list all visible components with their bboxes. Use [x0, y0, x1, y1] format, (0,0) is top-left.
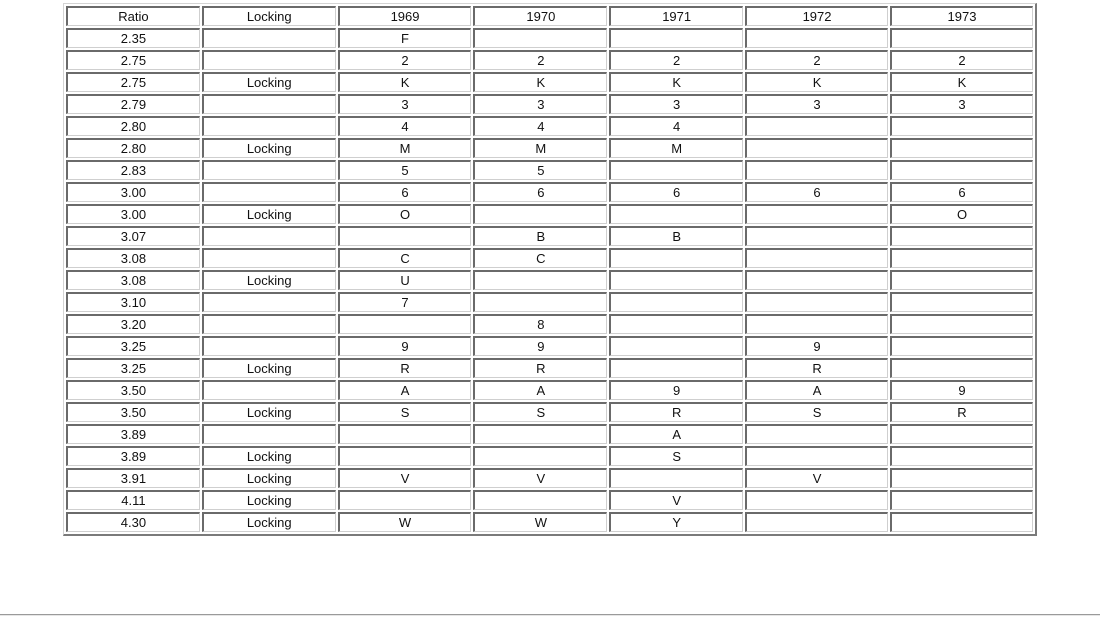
table-header-row	[66, 6, 1033, 26]
cell-year-1973	[890, 270, 1033, 290]
cell-year-1969	[338, 424, 472, 444]
cell-ratio: 3.08	[66, 270, 200, 290]
cell-year-1970: S	[473, 402, 607, 422]
cell-year-1973	[890, 160, 1033, 180]
cell-ratio: 3.08	[66, 248, 200, 268]
cell-year-1973	[890, 424, 1033, 444]
cell-locking	[202, 226, 336, 246]
table-row	[66, 116, 1033, 136]
cell-year-1969	[338, 226, 472, 246]
cell-ratio: 2.80	[66, 116, 200, 136]
cell-locking	[202, 380, 336, 400]
cell-year-1973: 2	[890, 50, 1033, 70]
column-header-year-1971: 1971	[609, 6, 743, 26]
cell-year-1969: V	[338, 468, 472, 488]
horizontal-rule	[0, 614, 1100, 616]
cell-year-1970: K	[473, 72, 607, 92]
cell-year-1970: A	[473, 380, 607, 400]
cell-year-1969: W	[338, 512, 472, 532]
cell-year-1973	[890, 336, 1033, 356]
cell-year-1971: Y	[609, 512, 743, 532]
cell-year-1972: R	[745, 358, 888, 378]
cell-year-1969: 4	[338, 116, 472, 136]
table-row	[66, 468, 1033, 488]
cell-locking	[202, 336, 336, 356]
cell-year-1971	[609, 358, 743, 378]
cell-ratio: 3.50	[66, 380, 200, 400]
cell-year-1969: R	[338, 358, 472, 378]
cell-year-1970: M	[473, 138, 607, 158]
cell-locking	[202, 94, 336, 114]
cell-locking: Locking	[202, 512, 336, 532]
cell-year-1969	[338, 446, 472, 466]
cell-year-1971: A	[609, 424, 743, 444]
cell-ratio: 3.25	[66, 358, 200, 378]
cell-year-1970: B	[473, 226, 607, 246]
cell-year-1972	[745, 292, 888, 312]
table-row	[66, 512, 1033, 532]
cell-year-1973	[890, 490, 1033, 510]
table-row	[66, 50, 1033, 70]
cell-year-1972	[745, 424, 888, 444]
cell-year-1971	[609, 160, 743, 180]
cell-year-1971: 3	[609, 94, 743, 114]
cell-ratio: 3.00	[66, 182, 200, 202]
cell-year-1972: 2	[745, 50, 888, 70]
cell-year-1971	[609, 336, 743, 356]
cell-year-1969: F	[338, 28, 472, 48]
cell-year-1973	[890, 512, 1033, 532]
cell-locking	[202, 248, 336, 268]
cell-year-1973: O	[890, 204, 1033, 224]
cell-year-1971: K	[609, 72, 743, 92]
cell-ratio: 3.20	[66, 314, 200, 334]
cell-year-1969: 6	[338, 182, 472, 202]
cell-year-1971: 4	[609, 116, 743, 136]
cell-year-1972	[745, 138, 888, 158]
cell-year-1971	[609, 248, 743, 268]
cell-year-1969: O	[338, 204, 472, 224]
table-row	[66, 446, 1033, 466]
cell-year-1973: 3	[890, 94, 1033, 114]
cell-year-1970: 5	[473, 160, 607, 180]
table-row	[66, 336, 1033, 356]
cell-year-1973	[890, 248, 1033, 268]
cell-year-1972: V	[745, 468, 888, 488]
cell-year-1970	[473, 292, 607, 312]
table-row	[66, 292, 1033, 312]
table-row	[66, 358, 1033, 378]
cell-year-1969	[338, 314, 472, 334]
cell-year-1973: K	[890, 72, 1033, 92]
cell-year-1973	[890, 226, 1033, 246]
cell-ratio: 3.25	[66, 336, 200, 356]
cell-year-1972: S	[745, 402, 888, 422]
table-body	[66, 6, 1033, 532]
cell-year-1972	[745, 248, 888, 268]
cell-year-1970	[473, 424, 607, 444]
column-header-year-1969: 1969	[338, 6, 472, 26]
axle-ratio-table	[63, 3, 1037, 536]
cell-year-1969: C	[338, 248, 472, 268]
cell-year-1971: V	[609, 490, 743, 510]
cell-locking: Locking	[202, 270, 336, 290]
cell-ratio: 4.11	[66, 490, 200, 510]
cell-year-1971: S	[609, 446, 743, 466]
cell-year-1970	[473, 446, 607, 466]
cell-year-1969: M	[338, 138, 472, 158]
cell-locking: Locking	[202, 468, 336, 488]
cell-year-1973	[890, 446, 1033, 466]
cell-year-1972: A	[745, 380, 888, 400]
cell-ratio: 2.80	[66, 138, 200, 158]
table-row	[66, 72, 1033, 92]
cell-year-1970: W	[473, 512, 607, 532]
cell-year-1970: V	[473, 468, 607, 488]
cell-year-1970: R	[473, 358, 607, 378]
cell-year-1973	[890, 314, 1033, 334]
cell-year-1971: B	[609, 226, 743, 246]
table-row	[66, 204, 1033, 224]
cell-locking	[202, 424, 336, 444]
cell-year-1972	[745, 204, 888, 224]
cell-ratio: 2.35	[66, 28, 200, 48]
cell-year-1972	[745, 314, 888, 334]
cell-year-1973: 6	[890, 182, 1033, 202]
cell-year-1969: 2	[338, 50, 472, 70]
cell-year-1970: 6	[473, 182, 607, 202]
cell-year-1973	[890, 292, 1033, 312]
cell-year-1972	[745, 446, 888, 466]
cell-year-1973: 9	[890, 380, 1033, 400]
table-row	[66, 490, 1033, 510]
cell-year-1970: 3	[473, 94, 607, 114]
cell-year-1970	[473, 28, 607, 48]
cell-year-1973: R	[890, 402, 1033, 422]
cell-year-1972: 9	[745, 336, 888, 356]
cell-locking: Locking	[202, 204, 336, 224]
cell-year-1969: 5	[338, 160, 472, 180]
cell-year-1970	[473, 490, 607, 510]
cell-ratio: 3.00	[66, 204, 200, 224]
cell-locking: Locking	[202, 446, 336, 466]
column-header-year-1970: 1970	[473, 6, 607, 26]
cell-year-1971	[609, 468, 743, 488]
table-row	[66, 28, 1033, 48]
cell-locking: Locking	[202, 138, 336, 158]
cell-year-1972	[745, 28, 888, 48]
cell-year-1970	[473, 270, 607, 290]
cell-year-1970: C	[473, 248, 607, 268]
cell-year-1969: S	[338, 402, 472, 422]
cell-year-1972	[745, 116, 888, 136]
cell-year-1972: K	[745, 72, 888, 92]
cell-year-1973	[890, 138, 1033, 158]
table-row	[66, 248, 1033, 268]
table-row	[66, 138, 1033, 158]
cell-year-1972: 3	[745, 94, 888, 114]
cell-ratio: 3.50	[66, 402, 200, 422]
cell-year-1972	[745, 490, 888, 510]
cell-year-1971	[609, 28, 743, 48]
cell-locking: Locking	[202, 72, 336, 92]
cell-year-1971	[609, 270, 743, 290]
cell-ratio: 2.79	[66, 94, 200, 114]
cell-year-1971: R	[609, 402, 743, 422]
cell-ratio: 4.30	[66, 512, 200, 532]
table-row	[66, 424, 1033, 444]
table-row	[66, 270, 1033, 290]
cell-year-1971	[609, 204, 743, 224]
cell-locking	[202, 116, 336, 136]
cell-locking	[202, 28, 336, 48]
cell-year-1971: M	[609, 138, 743, 158]
cell-ratio: 3.91	[66, 468, 200, 488]
cell-ratio: 3.07	[66, 226, 200, 246]
cell-year-1970: 4	[473, 116, 607, 136]
cell-ratio: 3.10	[66, 292, 200, 312]
cell-locking	[202, 314, 336, 334]
cell-year-1973	[890, 28, 1033, 48]
cell-year-1971: 6	[609, 182, 743, 202]
cell-ratio: 2.75	[66, 50, 200, 70]
cell-locking: Locking	[202, 402, 336, 422]
cell-year-1971	[609, 314, 743, 334]
column-header-ratio: Ratio	[66, 6, 200, 26]
table-row	[66, 402, 1033, 422]
cell-locking: Locking	[202, 490, 336, 510]
table-row	[66, 160, 1033, 180]
cell-year-1973	[890, 468, 1033, 488]
cell-ratio: 2.83	[66, 160, 200, 180]
cell-year-1972: 6	[745, 182, 888, 202]
table-row	[66, 94, 1033, 114]
cell-year-1972	[745, 160, 888, 180]
column-header-year-1972: 1972	[745, 6, 888, 26]
cell-year-1971	[609, 292, 743, 312]
cell-year-1969: U	[338, 270, 472, 290]
cell-ratio: 2.75	[66, 72, 200, 92]
page-content	[63, 3, 1037, 536]
cell-year-1972	[745, 226, 888, 246]
cell-year-1969: 7	[338, 292, 472, 312]
table-row	[66, 182, 1033, 202]
cell-year-1972	[745, 512, 888, 532]
cell-year-1973	[890, 116, 1033, 136]
column-header-locking: Locking	[202, 6, 336, 26]
cell-year-1969	[338, 490, 472, 510]
cell-locking	[202, 50, 336, 70]
table-row	[66, 380, 1033, 400]
table-row	[66, 314, 1033, 334]
cell-locking	[202, 292, 336, 312]
cell-year-1970: 9	[473, 336, 607, 356]
cell-locking	[202, 182, 336, 202]
cell-year-1971: 9	[609, 380, 743, 400]
cell-year-1969: 9	[338, 336, 472, 356]
cell-ratio: 3.89	[66, 424, 200, 444]
cell-ratio: 3.89	[66, 446, 200, 466]
cell-locking: Locking	[202, 358, 336, 378]
cell-year-1972	[745, 270, 888, 290]
cell-year-1969: A	[338, 380, 472, 400]
column-header-year-1973: 1973	[890, 6, 1033, 26]
cell-year-1970	[473, 204, 607, 224]
cell-year-1970: 2	[473, 50, 607, 70]
table-row	[66, 226, 1033, 246]
cell-year-1971: 2	[609, 50, 743, 70]
cell-year-1970: 8	[473, 314, 607, 334]
cell-year-1973	[890, 358, 1033, 378]
cell-locking	[202, 160, 336, 180]
cell-year-1969: K	[338, 72, 472, 92]
cell-year-1969: 3	[338, 94, 472, 114]
